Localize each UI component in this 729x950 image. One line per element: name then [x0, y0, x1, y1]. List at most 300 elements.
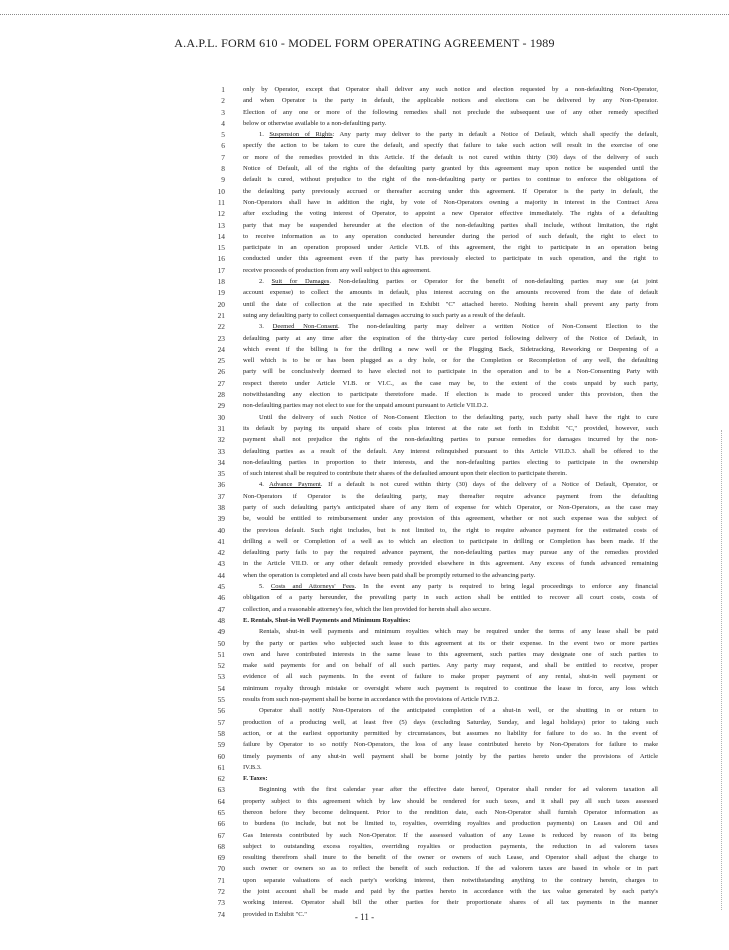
line-text: [243, 107, 658, 118]
line-text: [243, 773, 658, 784]
line-text: [243, 231, 658, 242]
line-body: . If a default is not cured within thirty (30) days of the delivery of a Notice of Default, Operator, or: [320, 481, 658, 489]
line-number: 71: [217, 875, 225, 885]
line-text: [243, 592, 658, 603]
line-text: [243, 423, 658, 434]
line-number: 62: [217, 774, 225, 784]
line-text: [243, 536, 658, 547]
line-text: [243, 220, 658, 231]
line-body: or more of the remedies provided in this Article. If the default is not cured within thirty (30) days of the delivery of such: [243, 153, 658, 161]
document-line: [0, 796, 729, 807]
line-text: [243, 378, 658, 389]
line-body: thereon before they become delinquent. Prior to the rendition date, each Non-Operator shall furnish Operator information as: [243, 809, 658, 816]
line-number: 22: [217, 322, 225, 332]
document-line: [0, 479, 729, 490]
line-number: 20: [217, 299, 225, 309]
line-number: 10: [217, 186, 225, 196]
line-body: F. Taxes:: [243, 775, 268, 783]
line-number: 73: [217, 898, 225, 908]
document-line: [0, 242, 729, 253]
line-text: [243, 299, 658, 310]
line-number: 66: [217, 819, 225, 829]
line-number: 19: [217, 288, 225, 298]
line-body: the joint account shall be made and paid by the parties hereto in accordance with the tax value generated by each party's: [243, 888, 658, 896]
line-number: 17: [217, 265, 225, 275]
line-body: participate in an operation proposed under Article VI.B. of this agreement, the right to participate in an operation being: [243, 244, 658, 252]
document-line: [0, 253, 729, 264]
line-text: [243, 525, 658, 536]
section-number: 1.: [259, 131, 270, 139]
document-line: [0, 852, 729, 863]
document-line: [0, 423, 729, 434]
section-number: 5.: [259, 583, 271, 591]
line-body: party that may be suspended hereunder at the election of the non-defaulting parties shall include, without limitation, the right: [243, 221, 658, 229]
line-number: 41: [217, 536, 225, 546]
line-text: [243, 502, 658, 513]
line-body: default is cured, without prejudice to the right of the non-defaulting party or parties to continue to enforce the obligations of: [243, 176, 658, 184]
document-line: [0, 773, 729, 784]
line-body: non-defaulting parties may not elect to sue for the unpaid amount pursuant to Article VII.D.2.: [243, 402, 489, 410]
document-line: [0, 491, 729, 502]
line-body: which event if the billing is for the drilling a new well or the Plugging Back, Sidetracking, Reworking or Deepening of a: [243, 345, 658, 353]
line-number: 16: [217, 254, 225, 264]
line-text: [243, 762, 658, 773]
line-body: be, would be entitled to reimbursement under any provision of this agreement, whether or not such expense was the subject of: [243, 515, 658, 523]
line-text: [259, 412, 658, 423]
line-body: evidence of all such payments. In the event of failure to make proper payment of any rental, shut-in well payment or: [243, 673, 658, 681]
line-number: 53: [217, 672, 225, 682]
line-number: 43: [217, 559, 225, 569]
document-line: [0, 705, 729, 716]
line-text: [243, 208, 658, 219]
line-text: [243, 638, 658, 649]
line-body: Beginning with the first calendar year after the effective date hereof, Operator shall render for ad valorem taxation all: [259, 786, 658, 794]
line-body: timely payments of any shut-in well payment shall be borne jointly by the parties hereto under the provisions of Article: [243, 752, 658, 760]
document-title: A.A.P.L. FORM 610 - MODEL FORM OPERATING AGREEMENT - 1989: [174, 36, 555, 50]
line-number: 34: [217, 457, 225, 467]
line-number: 18: [217, 277, 225, 287]
line-body: party will be conclusively deemed to have elected not to participate in the operation and to be a Non-Consenting Party with: [243, 368, 658, 376]
document-line: [0, 355, 729, 366]
line-text: [243, 818, 658, 829]
line-body: the previous default. Such right includes, but is not limited to, the right to require advance payment for the estimated costs of: [243, 526, 658, 534]
document-line: [0, 446, 729, 457]
line-number: 36: [217, 480, 225, 490]
line-body: of such interest shall be required to contribute their shares of the defaulted amount upon their election to participate therein.: [243, 470, 567, 478]
line-text: [243, 366, 658, 377]
document-line: [0, 830, 729, 841]
document-line: [0, 739, 729, 750]
line-text: [259, 276, 658, 287]
line-number: 1: [221, 85, 225, 94]
line-body: receive proceeds of production from any well subject to this agreement.: [243, 266, 431, 274]
line-number: 47: [217, 604, 225, 614]
line-body: well which is to be or has been plugged as a dry hole, or for the Completion or Recompletion of any well, the defaulting: [243, 357, 658, 365]
line-text: [243, 547, 658, 558]
document-line: [0, 886, 729, 897]
line-number: 3: [221, 107, 225, 117]
document-line: [0, 525, 729, 536]
line-number: 67: [217, 830, 225, 840]
document-line: [0, 378, 729, 389]
line-text: [243, 683, 658, 694]
line-text: [243, 84, 658, 95]
line-text: [243, 615, 658, 626]
document-line: [0, 344, 729, 355]
document-body: [0, 84, 729, 920]
document-line: [0, 638, 729, 649]
section-heading: Advance Payment: [269, 481, 321, 489]
document-line: [0, 558, 729, 569]
section-heading: Suspension of Rights: [269, 131, 333, 139]
line-text: [243, 513, 658, 524]
line-body: non-defaulting parties in proportion to their interests, and the non-defaulting parties electing to participate in the ownership: [243, 458, 658, 466]
line-text: [243, 253, 658, 264]
scan-top-border: [0, 14, 729, 15]
document-line: [0, 95, 729, 106]
document-line: [0, 626, 729, 637]
document-line: [0, 310, 729, 321]
document-line: [0, 220, 729, 231]
line-number: 56: [217, 706, 225, 716]
document-line: [0, 389, 729, 400]
line-body: E. Rentals, Shut-in Well Payments and Minimum Royalties:: [243, 616, 411, 624]
document-line: [0, 547, 729, 558]
line-number: 5: [221, 130, 225, 140]
line-number: 35: [217, 469, 225, 479]
document-line: [0, 276, 729, 287]
line-text: [243, 400, 658, 411]
line-body: defaulting party at any time after the expiration of the thirty-day cure period following delivery of the Notice of Default, in: [243, 334, 658, 342]
document-line: [0, 129, 729, 140]
document-line: [0, 863, 729, 874]
document-line: [0, 186, 729, 197]
document-line: [0, 875, 729, 886]
section-heading: Suit for Damages: [271, 278, 330, 286]
line-body: only by Operator, except that Operator shall deliver any such notice and election requested by a non-defaulting Non-Operator,: [243, 86, 658, 93]
line-text: [243, 457, 658, 468]
line-text: [259, 784, 658, 795]
line-number: 23: [217, 333, 225, 343]
section-number: 4.: [259, 481, 270, 489]
line-body: Notice of Default, all of the rights of the defaulting party granted by this agreement may upon notice be suspended until the: [243, 165, 658, 173]
document-line: [0, 84, 729, 95]
line-body: conducted under this agreement even if the party has previously elected to participate in such operation, and the right to: [243, 255, 658, 263]
line-body: provided in Exhibit "C.": [243, 910, 307, 918]
line-number: 44: [217, 570, 225, 580]
document-line: [0, 140, 729, 151]
line-number: 38: [217, 502, 225, 512]
line-body: defaulting party fails to pay the required advance payment, the non-defaulting parties may pursue any of the remedies provided: [243, 549, 658, 557]
section-heading: Costs and Attorneys' Fees: [270, 583, 355, 591]
line-number: 61: [217, 762, 225, 772]
document-line: [0, 174, 729, 185]
line-text: [243, 163, 658, 174]
line-text: [243, 830, 658, 841]
document-line: [0, 649, 729, 660]
line-body: respect thereto under Article VI.B. or VI.C., as the case may be, to the extent of the costs unpaid by such party,: [243, 379, 658, 387]
line-body: drilling a well or Completion of a well as to which an election to participate in drilling or Completion has been made. If the: [243, 537, 658, 545]
document-line: [0, 457, 729, 468]
line-body: IV.B.3.: [243, 763, 262, 771]
line-body: party of such defaulting party's anticipated share of any item of expense for which Operator, or Non-Operators, as the case may: [243, 503, 658, 511]
line-body: . Non-defaulting parties or Operator for the benefit of non-defaulting parties may sue (at joint: [329, 278, 658, 286]
line-body: defaulting parties as a result of the default. Any interest relinquished pursuant to this Article VII.D.3. shall be offered to the: [243, 447, 658, 455]
line-body: working interest. Operator shall bill the other parties for their proportionate shares of all tax payments in the manner: [243, 899, 658, 907]
document-line: [0, 231, 729, 242]
line-number: 49: [217, 627, 225, 637]
line-body: specify the action to be taken to cure the default, and specify that failure to take such action will result in the exercise of one: [243, 142, 658, 150]
line-body: below or otherwise available to a non-defaulting party.: [243, 119, 387, 127]
line-number: 54: [217, 683, 225, 693]
line-text: [243, 807, 658, 818]
document-line: [0, 536, 729, 547]
line-body: action, or at the earliest opportunity permitted by circumstances, but assumes no liability for failure to do so. In the event of: [243, 729, 658, 737]
line-body: its default by paying its unpaid share of costs plus interest at the rate set forth in Exhibit "C," provided, however, such: [243, 424, 658, 432]
document-line: [0, 366, 729, 377]
document-line: [0, 581, 729, 592]
line-text: [243, 751, 658, 762]
document-line: [0, 208, 729, 219]
document-line: [0, 751, 729, 762]
line-number: 27: [217, 378, 225, 388]
line-text: [243, 140, 658, 151]
line-text: [243, 863, 658, 874]
line-body: minimum royalty through mistake or oversight where such payment is required to continue the lease in force, any loss which: [243, 684, 658, 692]
document-line: [0, 152, 729, 163]
document-line: [0, 265, 729, 276]
document-line: [0, 818, 729, 829]
line-body: collection, and a reasonable attorney's fee, which the lien provided for herein shall also secure.: [243, 605, 491, 613]
line-text: [243, 796, 658, 807]
document-line: [0, 333, 729, 344]
line-body: after excluding the voting interest of Operator, to appoint a new Operator effective immediately. The rights of a defaulting: [243, 210, 658, 218]
line-text: [243, 491, 658, 502]
line-number: 72: [217, 887, 225, 897]
line-body: resulting therefrom shall inure to the benefit of the owner or owners of such Lease, and Operator shall adjust the charge to: [243, 854, 658, 862]
line-number: 50: [217, 638, 225, 648]
document-line: [0, 400, 729, 411]
document-line: [0, 570, 729, 581]
document-line: [0, 604, 729, 615]
line-number: 46: [217, 593, 225, 603]
line-text: [243, 717, 658, 728]
line-body: . In the event any party is required to bring legal proceedings to enforce any financial: [354, 583, 658, 591]
section-number: 2.: [259, 278, 272, 286]
line-text: [243, 152, 658, 163]
line-text: [243, 242, 658, 253]
line-number: 11: [217, 197, 225, 207]
document-line: [0, 807, 729, 818]
line-number: 13: [217, 220, 225, 230]
section-heading: Deemed Non-Consent: [272, 323, 338, 331]
line-number: 45: [217, 582, 225, 592]
line-number: 28: [217, 390, 225, 400]
line-body: Operator shall notify Non-Operators of the anticipated completion of a shut-in well, or the shutting in or return to: [259, 707, 658, 715]
line-text: [243, 660, 658, 671]
line-text: [243, 197, 658, 208]
line-text: [259, 581, 658, 592]
line-number: 9: [221, 175, 225, 185]
line-number: 15: [217, 243, 225, 253]
line-text: [243, 468, 658, 479]
line-number: 24: [217, 344, 225, 354]
line-number: 37: [217, 491, 225, 501]
line-body: and when Operator is the party in default, the applicable notices and elections can be delivered by any Non-Operator.: [243, 97, 658, 105]
line-number: 48: [217, 615, 225, 625]
line-body: until the date of collection at the rate specified in Exhibit "C" attached hereto. Nothing herein shall prevent any party from: [243, 300, 658, 308]
line-text: [259, 705, 658, 716]
document-line: [0, 513, 729, 524]
line-body: account expense) to collect the amounts in default, plus interest accruing on the amounts recovered from the date of default: [243, 289, 658, 297]
line-number: 63: [217, 785, 225, 795]
line-number: 58: [217, 728, 225, 738]
line-text: [243, 446, 658, 457]
line-number: 14: [217, 231, 225, 241]
line-text: [243, 671, 658, 682]
line-body: obligation of a party hereunder, the prevailing party in such action shall be entitled to recover all court costs, costs of: [243, 594, 658, 602]
line-body: property subject to this agreement which by law should be rendered for such taxes, and it shall pay all such taxes assessed: [243, 797, 658, 805]
line-text: [243, 174, 658, 185]
line-body: Until the delivery of such Notice of Non-Consent Election to the defaulting party, such party shall have the right to cure: [259, 413, 658, 421]
line-number: 26: [217, 367, 225, 377]
line-text: [243, 886, 658, 897]
document-line: [0, 728, 729, 739]
line-number: 12: [217, 209, 225, 219]
line-text: [243, 841, 658, 852]
line-text: [243, 604, 658, 615]
line-number: 33: [217, 446, 225, 456]
line-body: in the Article VII.D. or any other default remedy provided elsewhere in this agreement. Any excess of funds advanced remaining: [243, 560, 658, 568]
line-text: [259, 321, 658, 332]
line-text: [243, 852, 658, 863]
line-text: [259, 479, 658, 490]
document-line: [0, 717, 729, 728]
line-number: 8: [221, 164, 225, 174]
line-number: 59: [217, 740, 225, 750]
line-text: [243, 875, 658, 886]
line-body: make said payments for and on behalf of all such parties. Any party may request, and shall be entitled to receive, proper: [243, 662, 658, 670]
line-body: Non-Operators if Operator is the defaulting party, may thereafter require advance payment from the defaulting: [243, 492, 658, 500]
line-text: [243, 310, 658, 321]
document-line: [0, 671, 729, 682]
line-text: [243, 558, 658, 569]
line-text: [243, 118, 658, 129]
document-line: [0, 841, 729, 852]
document-line: [0, 321, 729, 332]
line-body: suing any defaulting party to collect consequential damages accruing to such party as a result of the default.: [243, 311, 526, 319]
line-text: [243, 897, 658, 908]
line-number: 21: [217, 310, 225, 320]
document-line: [0, 107, 729, 118]
line-body: Rentals, shut-in well payments and minimum royalties which may be required under the terms of any lease shall be paid: [259, 628, 658, 636]
line-number: 55: [217, 695, 225, 705]
document-line: [0, 299, 729, 310]
line-number: 6: [221, 141, 225, 151]
line-text: [243, 95, 658, 106]
document-line: [0, 615, 729, 626]
line-body: production of a producing well, at least five (5) days (excluding Saturday, Sunday, and legal holidays) prior to taking such: [243, 718, 658, 726]
line-text: [259, 129, 658, 140]
document-line: [0, 592, 729, 603]
line-number: 70: [217, 864, 225, 874]
section-number: 3.: [259, 323, 273, 331]
line-text: [243, 570, 658, 581]
line-body: Non-Operators shall have in addition the right, by vote of Non-Operators owning a majority in interest in the Contract Area: [243, 198, 658, 206]
document-line: [0, 694, 729, 705]
line-body: by the party or parties who subjected such lease to this agreement at its or their expense. In the event two or more parties: [243, 639, 658, 647]
line-number: 7: [221, 152, 225, 162]
line-body: upon separate valuations of each party's working interest, then notwithstanding anything to the contrary herein, charges to: [243, 876, 658, 884]
line-body: the defaulting party previously accrued or thereafter accruing under this agreement. If Operator is the party in default, the: [243, 187, 658, 195]
line-body: when the operation is completed and all costs have been paid shall be promptly returned to the advancing party.: [243, 571, 536, 579]
line-text: [243, 728, 658, 739]
line-text: [243, 649, 658, 660]
line-text: [243, 333, 658, 344]
line-body: failure by Operator to so notify Non-Operators, the loss of any lease contributed hereto by Non-Operators for failure to make: [243, 741, 658, 749]
line-number: 69: [217, 853, 225, 863]
line-text: [259, 626, 658, 637]
line-number: 32: [217, 435, 225, 445]
line-number: 52: [217, 661, 225, 671]
line-text: [243, 265, 658, 276]
line-number: 74: [217, 909, 225, 919]
line-number: 40: [217, 525, 225, 535]
line-body: notwithstanding any election to participate theretofore made. If election is made to proceed under this provision, then the: [243, 391, 658, 399]
document-line: [0, 784, 729, 795]
line-number: 39: [217, 514, 225, 524]
line-number: 30: [217, 412, 225, 422]
line-number: 57: [217, 717, 225, 727]
document-line: [0, 287, 729, 298]
line-number: 25: [217, 356, 225, 366]
line-number: 4: [221, 118, 225, 128]
line-body: : Any party may deliver to the party in default a Notice of Default, which shall specify the default,: [332, 131, 658, 139]
document-line: [0, 762, 729, 773]
line-body: such owner or owners so as to reflect the benefit of such reduction. If the ad valorem taxes are based in whole or in part: [243, 865, 658, 873]
document-line: [0, 683, 729, 694]
line-text: [243, 186, 658, 197]
line-body: payment shall not prejudice the rights of the non-defaulting parties to pursue remedies for damages incurred by the non-: [243, 436, 658, 444]
line-text: [243, 287, 658, 298]
line-text: [243, 694, 658, 705]
document-line: [0, 660, 729, 671]
line-number: 42: [217, 548, 225, 558]
document-line: [0, 434, 729, 445]
document-line: [0, 163, 729, 174]
line-body: results from such non-payment shall be borne in accordance with the provisions of Article IV.B.2.: [243, 696, 500, 704]
line-body: subject to outstanding excess royalties, overriding royalties or production payments, the reduction in ad valorem taxes: [243, 842, 658, 850]
line-number: 68: [217, 841, 225, 851]
line-body: own and have contributed interests in the same lease to this agreement, such parties may designate one of such parties to: [243, 650, 658, 658]
line-body: Gas Interests contributed by such Non-Operator. If the assessed valuation of any Lease is reduced by reason of its being: [243, 831, 658, 839]
line-text: [243, 434, 658, 445]
line-text: [243, 344, 658, 355]
line-number: 29: [217, 401, 225, 411]
document-line: [0, 502, 729, 513]
line-body: to burdens (to include, but not be limited to, royalties, overriding royalties and production payments) on Leases and Oil and: [243, 820, 658, 828]
line-body: Election of any one or more of the following remedies shall not preclude the subsequent use of any other remedy specified: [243, 108, 658, 116]
line-text: [243, 355, 658, 366]
line-number: 65: [217, 808, 225, 817]
document-line: [0, 412, 729, 423]
page-number: - 11 -: [354, 912, 375, 922]
line-text: [243, 389, 658, 400]
line-number: 51: [217, 649, 225, 659]
document-line: [0, 897, 729, 908]
document-line: [0, 118, 729, 129]
document-line: [0, 468, 729, 479]
